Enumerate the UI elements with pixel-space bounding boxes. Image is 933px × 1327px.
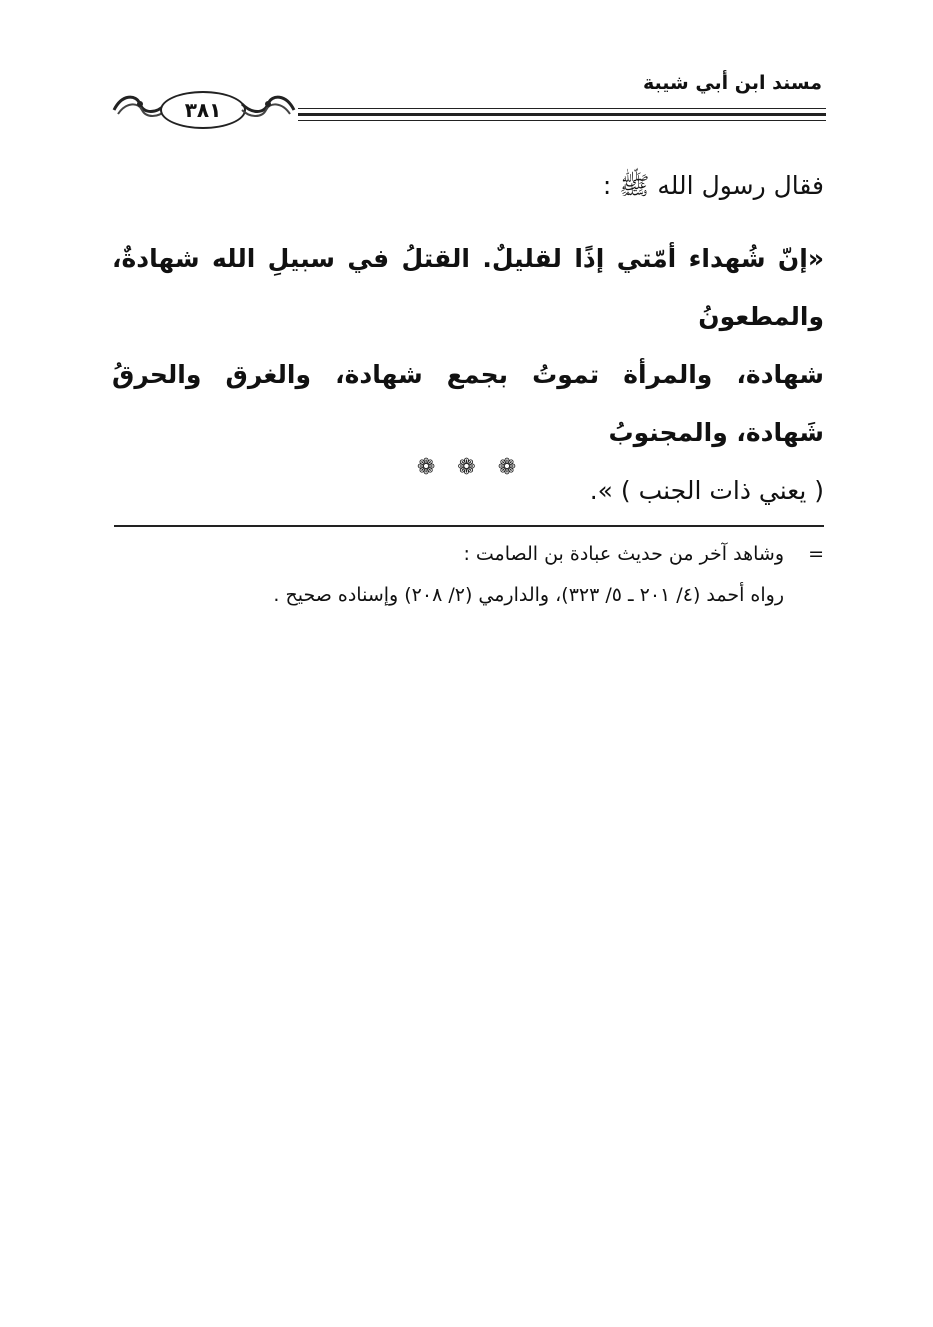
page-number-ornament <box>110 86 296 132</box>
footnote-continuation-mark: = <box>808 543 824 565</box>
hadith-line: شهادة، والمرأة تموتُ بجمع شهادة، والغرق والحرقُ شَهادة، والمجنوبُ <box>112 360 824 447</box>
flower-ornament-icon: ❁ <box>416 455 436 480</box>
hadith-line: «إنّ شُهداء أمّتي إذًا لقليلٌ. القتلُ في سبيلِ الله شهادةٌ، والمطعونُ <box>112 244 824 331</box>
flower-ornament-icon: ❁ <box>457 455 476 480</box>
right-flourish-icon <box>240 88 298 124</box>
footnote-divider <box>114 525 824 527</box>
running-title: مسند ابن أبي شيبة <box>642 72 822 94</box>
footnote-line <box>200 543 824 565</box>
section-separator <box>0 455 933 480</box>
left-flourish-icon <box>110 88 168 124</box>
page-header <box>110 70 826 140</box>
footnote-line <box>200 584 824 606</box>
footnote-text: وشاهد آخر من حديث عبادة بن الصامت : <box>463 543 784 565</box>
intro-line: فقال رسول الله ﷺ : <box>602 171 824 200</box>
flower-ornament-icon: ❁ <box>497 455 517 480</box>
footnote-text: رواه أحمد (٤/ ٢٠١ ـ ٥/ ٣٢٣)، والدارمي (٢/ ٢٠٨) وإسناده صحيح . <box>273 584 784 606</box>
header-rule <box>298 113 826 116</box>
header-rule <box>298 120 826 121</box>
header-rules <box>298 108 826 125</box>
header-rule <box>298 108 826 109</box>
page-number: ٣٨١ <box>160 91 246 129</box>
hadith-line: ( يعني ذات الجنب ) ». <box>589 476 824 505</box>
